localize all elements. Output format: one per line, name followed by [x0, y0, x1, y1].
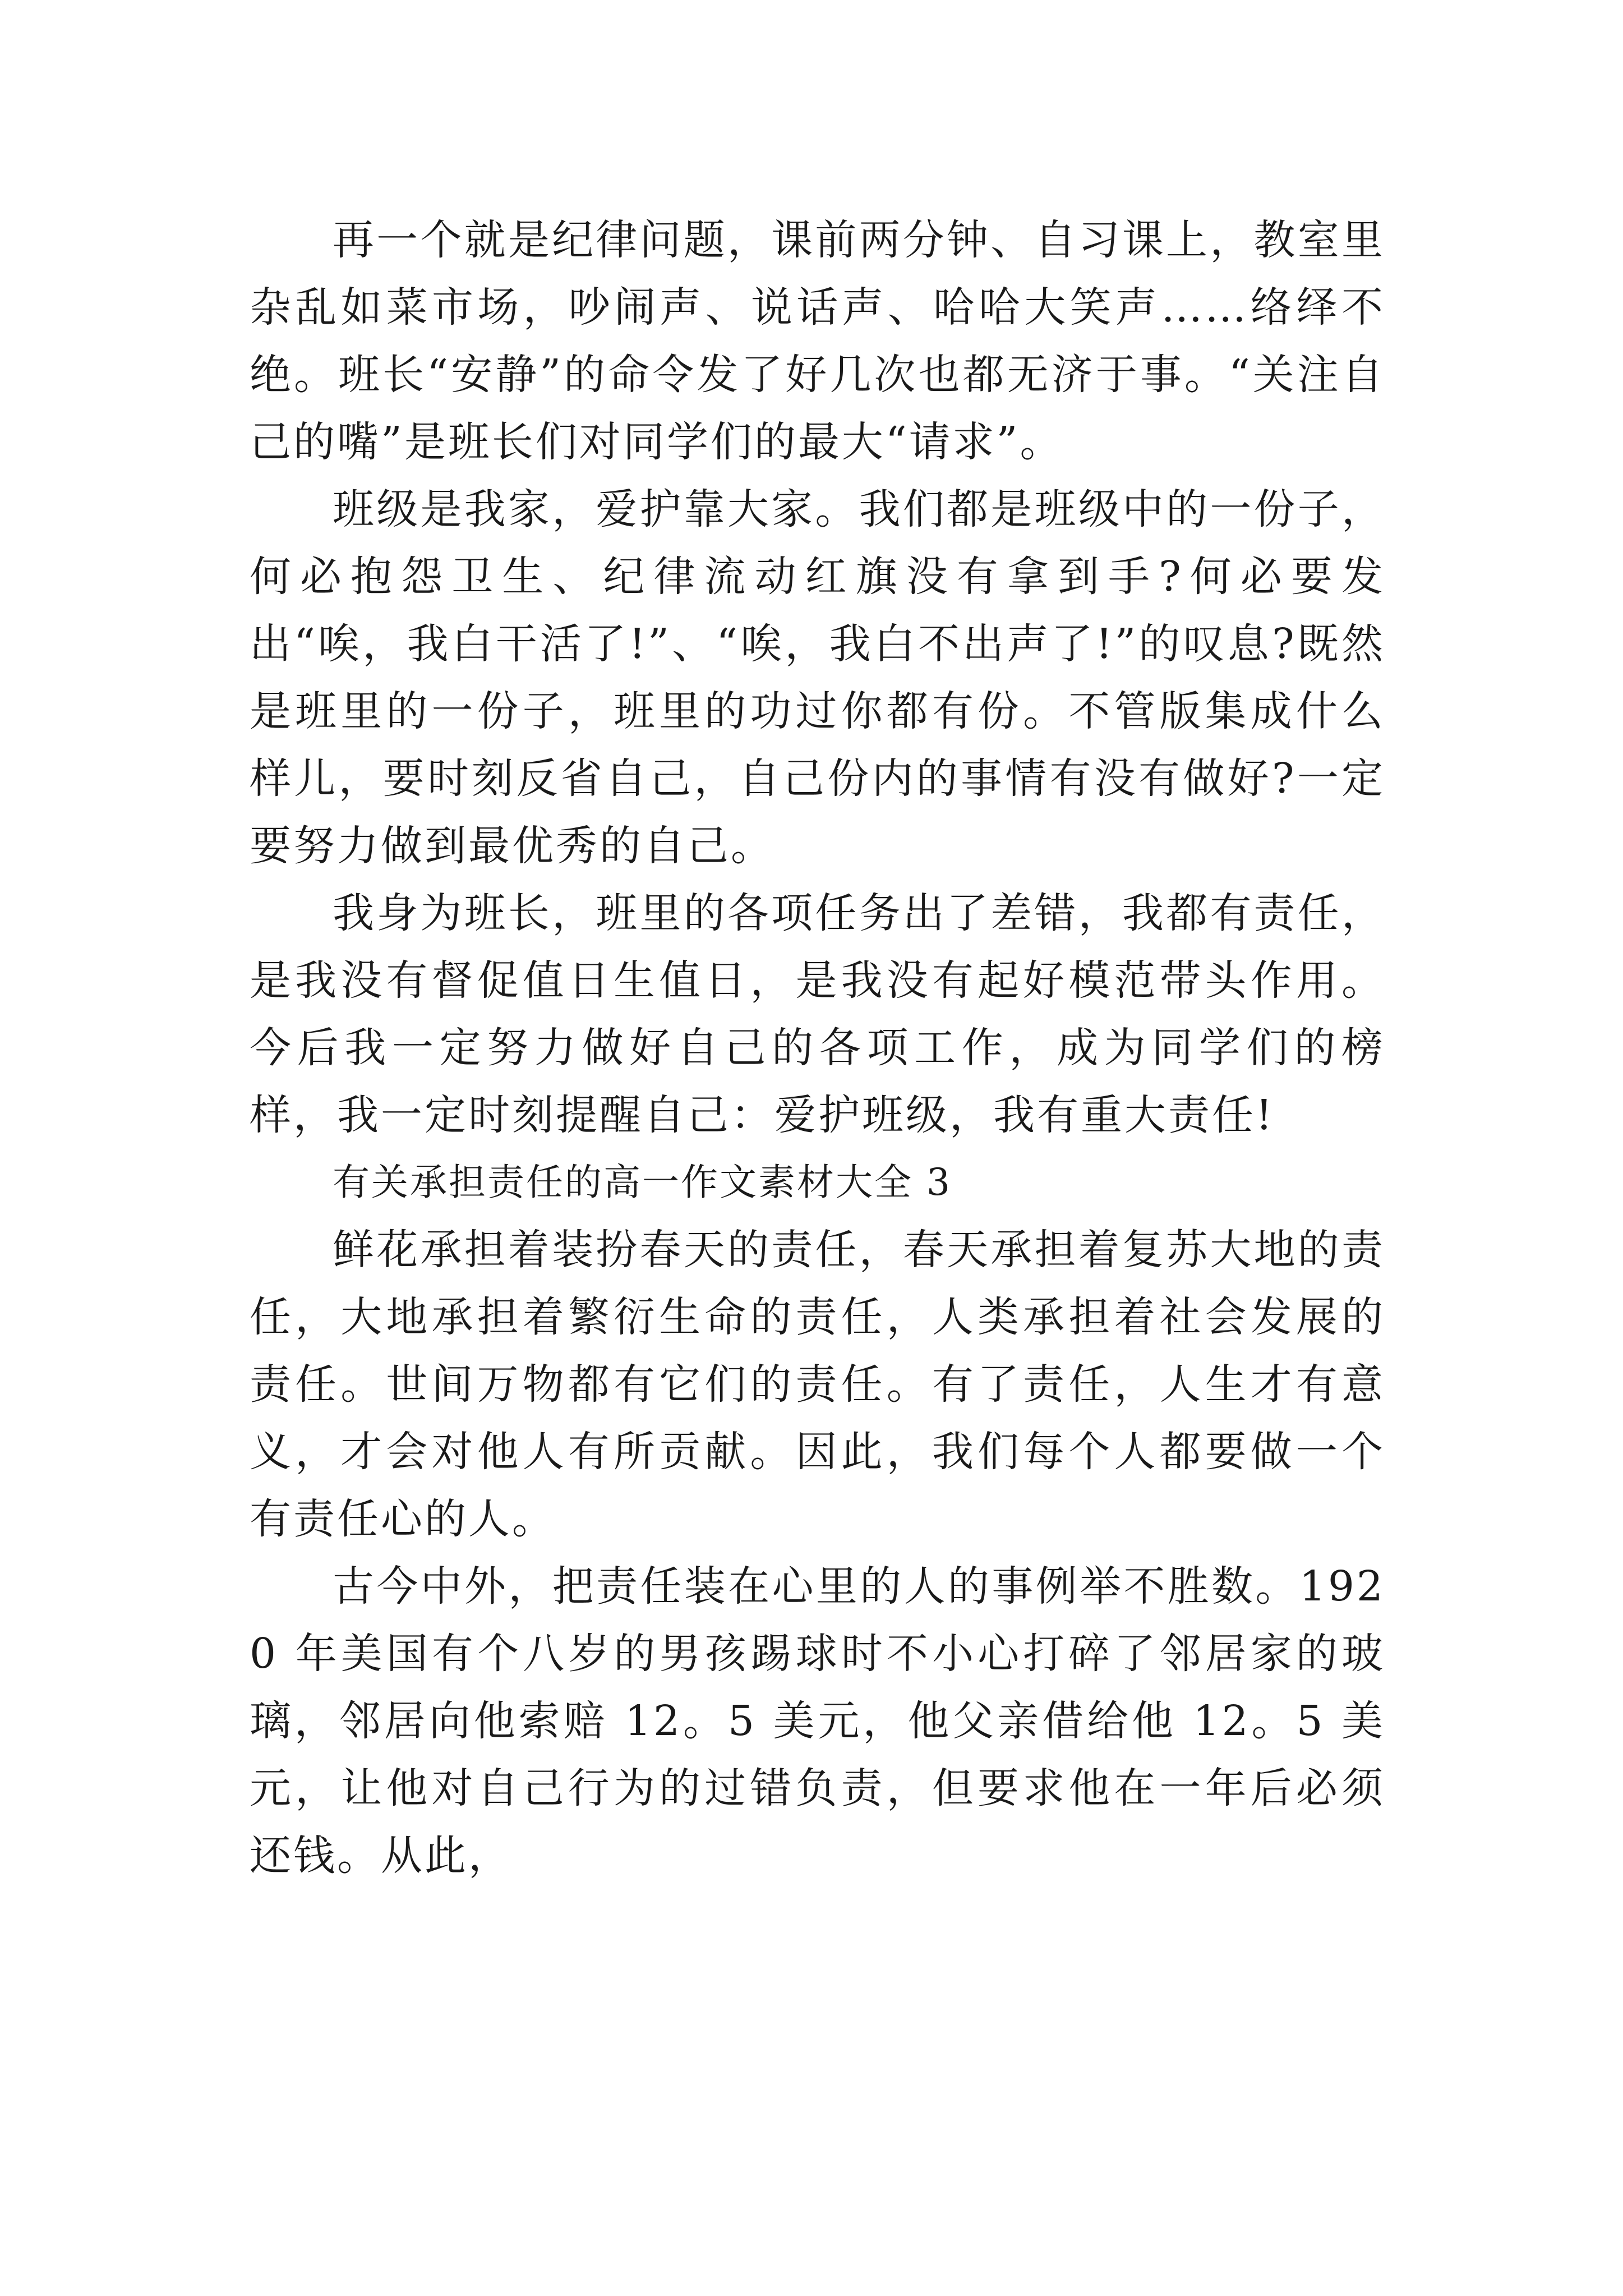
paragraph-class-is-home: 班级是我家，爱护靠大家。我们都是班级中的一份子，何必抱怨卫生、纪律流动红旗没有拿到手?何必要发出“唉，我白干活了!”、“唉，我白不出声了!”的叹息?既然是班里的一份子，班里的功过你都有份。不管版集成什么样儿，要时刻反省自己，自己份内的事情有没有做好?一定要努力做到最优秀的自己。	[250, 485, 1385, 870]
paragraph-discipline: 再一个就是纪律问题，课前两分钟、自习课上，教室里杂乱如菜市场，吵闹声、说话声、哈哈大笑声……络绎不绝。班长“安静”的命令发了好几次也都无济于事。“关注自己的嘴”是班长们对同学们的最大“请求”。	[250, 216, 1385, 466]
document-body	[250, 206, 1385, 1889]
paragraph-examples: 古今中外，把责任装在心里的人的事例举不胜数。1920 年美国有个八岁的男孩踢球时不小心打碎了邻居家的玻璃，邻居向他索赔 12。5 美元，他父亲借给他 12。5 美元，让他对自己行为的过错负责，但要求他在一年后必须还钱。从此，	[250, 1562, 1385, 1880]
paragraph-monitor-responsibility: 我身为班长，班里的各项任务出了差错，我都有责任，是我没有督促值日生值日，是我没有起好模范带头作用。今后我一定努力做好自己的各项工作，成为同学们的榜样，我一定时刻提醒自己：爱护班级，我有重大责任!	[250, 889, 1385, 1139]
section-heading: 有关承担责任的高一作文素材大全 3	[333, 1161, 952, 1204]
paragraph-flowers-responsibility: 鲜花承担着装扮春天的责任，春天承担着复苏大地的责任，大地承担着繁衍生命的责任，人类承担着社会发展的责任。世间万物都有它们的责任。有了责任，人生才有意义，才会对他人有所贡献。因此，我们每个人都要做一个有责任心的人。	[250, 1226, 1385, 1543]
